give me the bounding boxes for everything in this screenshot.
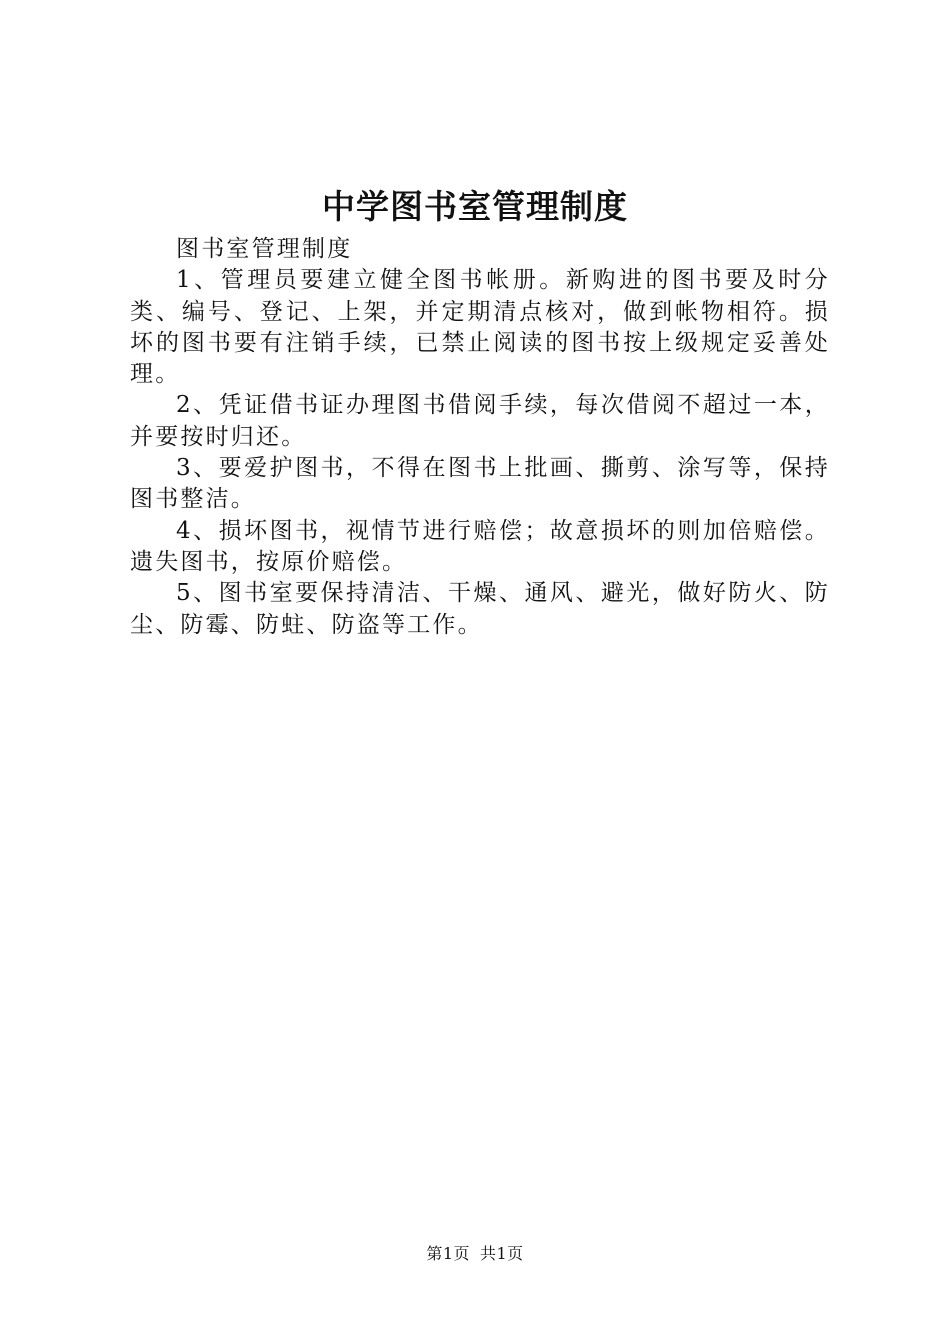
page-number: 第1页 (426, 1244, 470, 1263)
rule-paragraph-3: 3、要爱护图书，不得在图书上批画、撕剪、涂写等，保持图书整洁。 (130, 455, 830, 513)
document-subtitle: 图书室管理制度 (176, 236, 353, 262)
rule-paragraph-5: 5、图书室要保持清洁、干燥、通风、避光，做好防火、防尘、防霉、防蛀、防盗等工作。 (130, 580, 830, 638)
rule-paragraph-1: 1、管理员要建立健全图书帐册。新购进的图书要及时分类、编号、登记、上架，并定期清点核对，做到帐物相符。损坏的图书要有注销手续，已禁止阅读的图书按上级规定妥善处理。 (130, 267, 830, 388)
document-body (130, 234, 830, 641)
page-total: 共1页 (480, 1244, 524, 1263)
rule-paragraph-4: 4、损坏图书，视情节进行赔偿；故意损坏的则加倍赔偿。遗失图书，按原价赔偿。 (130, 517, 830, 575)
page-footer (0, 1243, 950, 1265)
document-title: 中学图书室管理制度 (322, 187, 628, 226)
rule-paragraph-2: 2、凭证借书证办理图书借阅手续，每次借阅不超过一本，并要按时归还。 (130, 392, 830, 450)
